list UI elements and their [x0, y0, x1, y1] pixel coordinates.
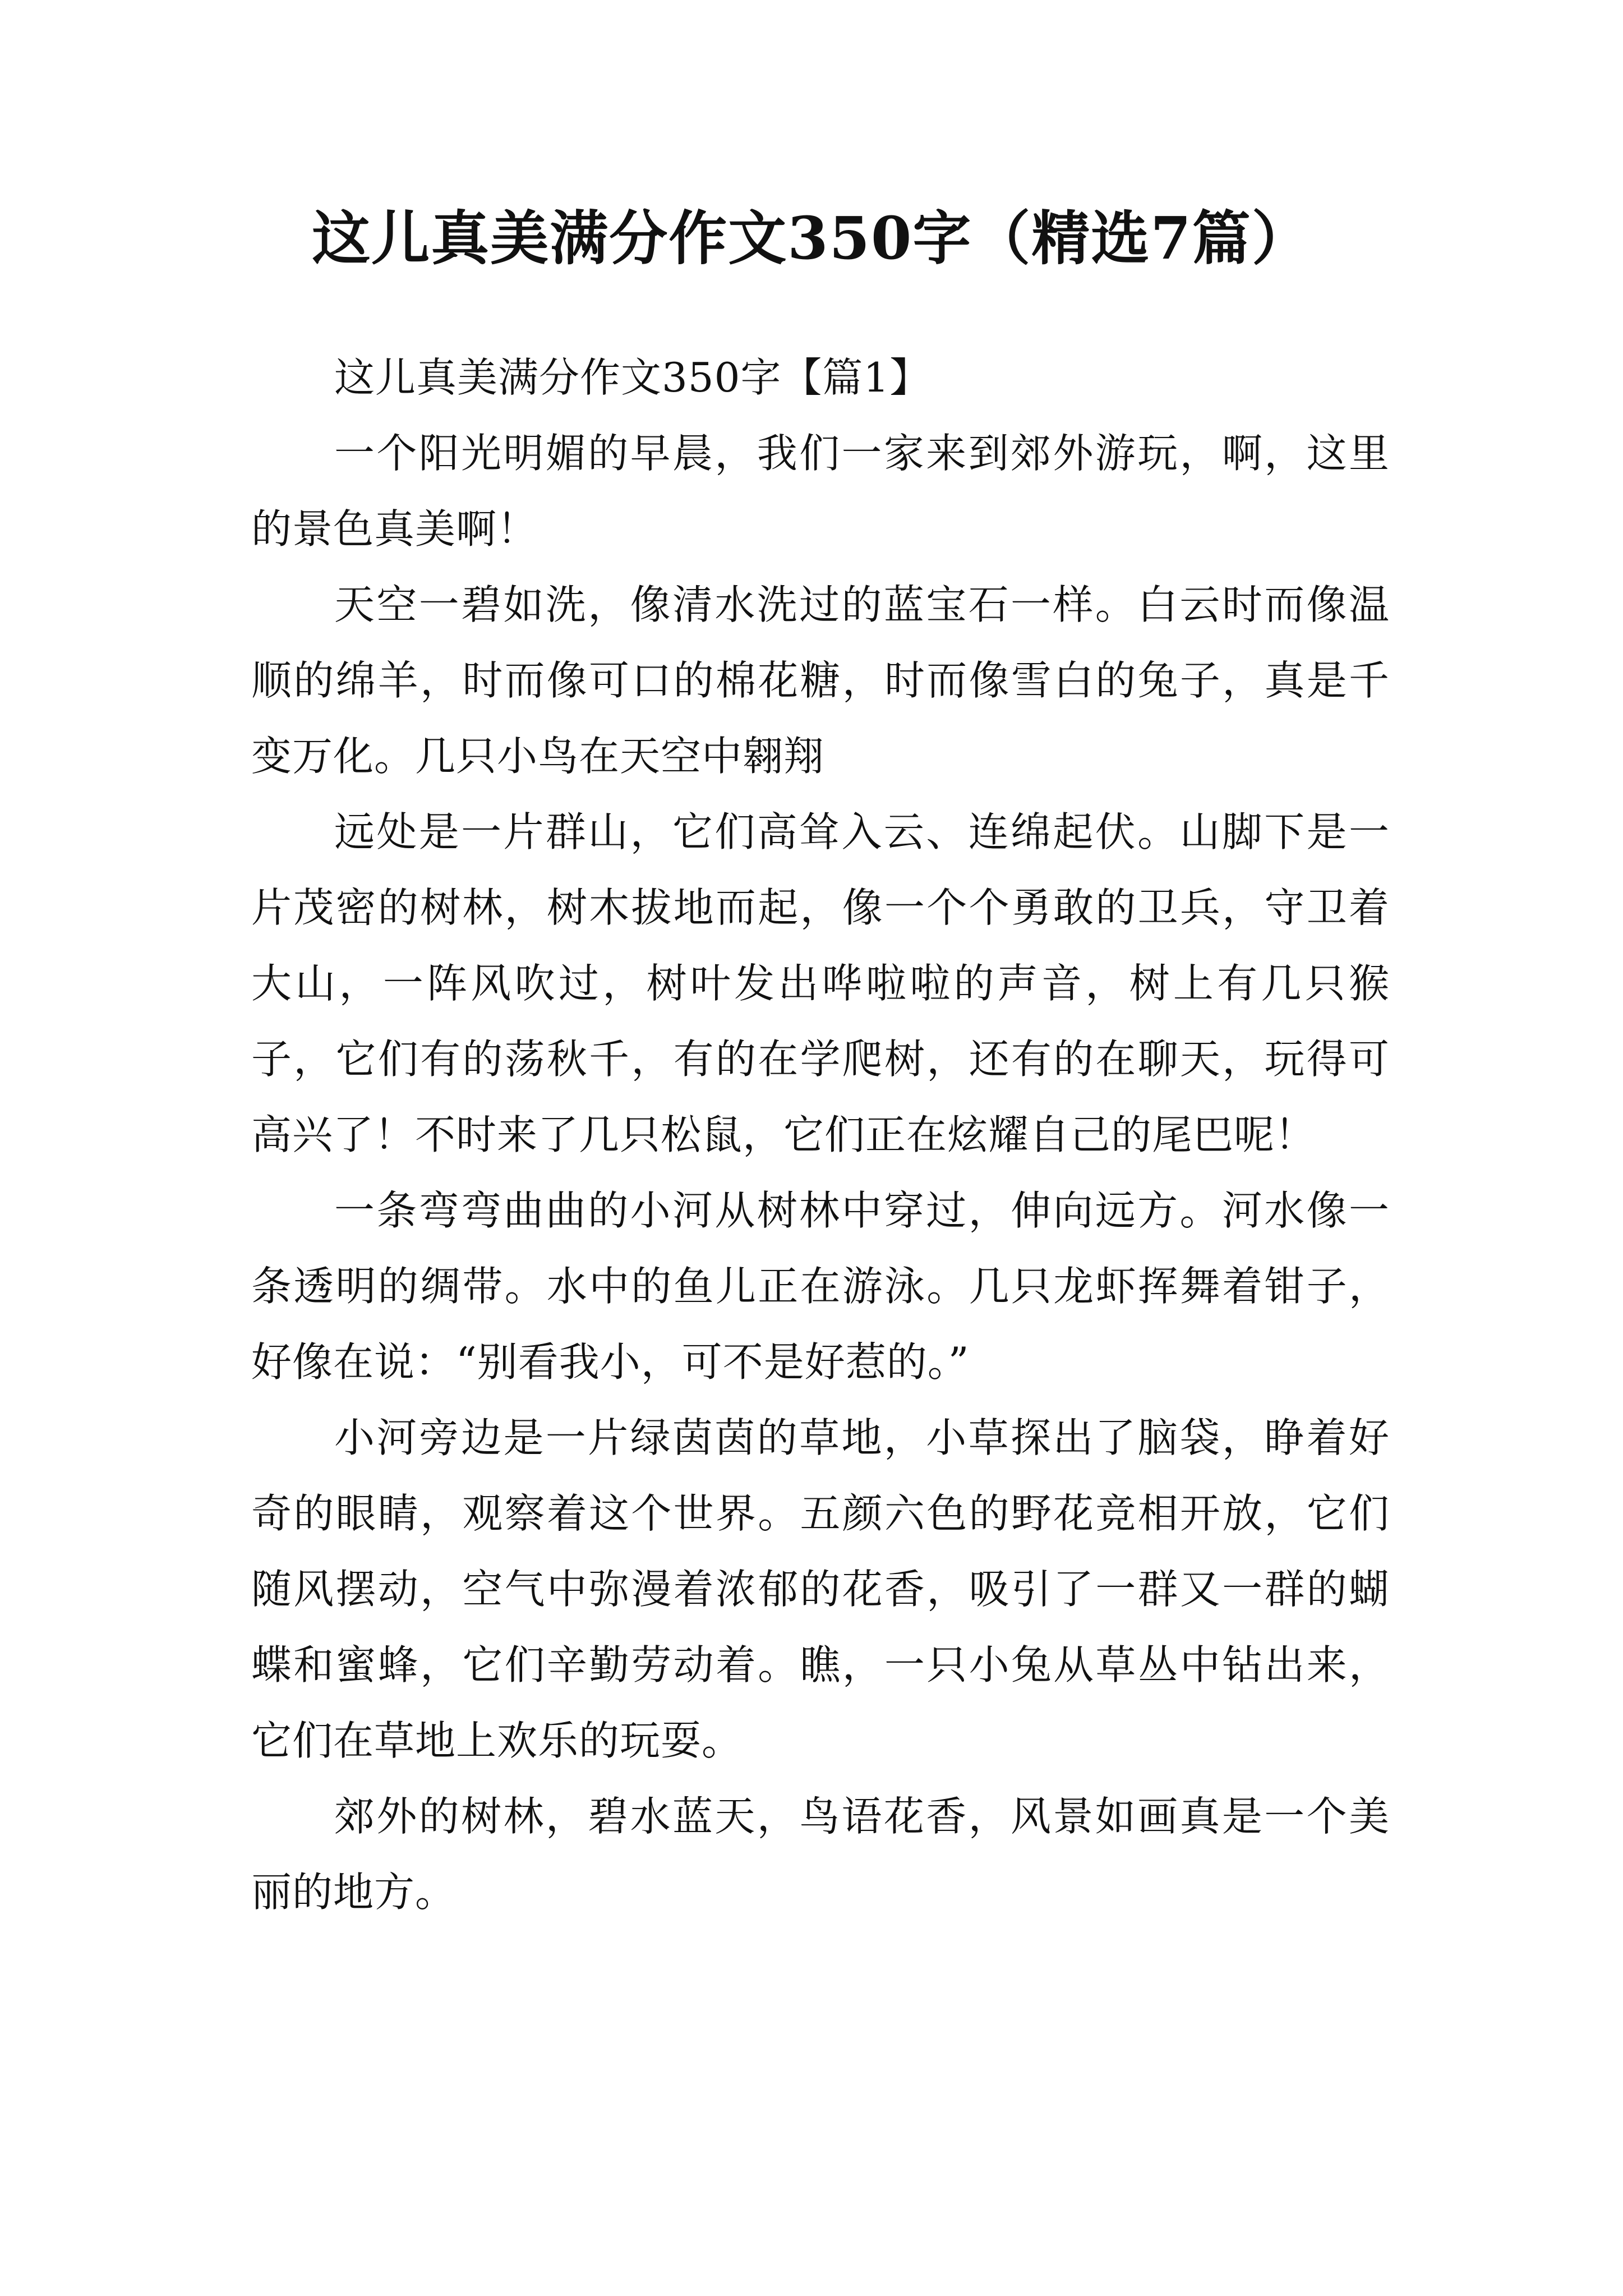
paragraph: 郊外的树林，碧水蓝天，鸟语花香，风景如画真是一个美丽的地方。: [251, 1793, 1390, 1916]
section-heading: 这儿真美满分作文350字【篇1】: [334, 354, 931, 401]
paragraph: 天空一碧如洗，像清水洗过的蓝宝石一样。白云时而像温顺的绵羊，时而像可口的棉花糖，时而像雪白的兔子，真是千变万化。几只小鸟在天空中翱翔: [251, 581, 1390, 780]
paragraph: 远处是一片群山，它们高耸入云、连绵起伏。山脚下是一片茂密的树林，树木拔地而起，像一个个勇敢的卫兵，守卫着大山，一阵风吹过，树叶发出哗啦啦的声音，树上有几只猴子，它们有的荡秋千，有的在学爬树，还有的在聊天，玩得可高兴了！不时来了几只松鼠，它们正在炫耀自己的尾巴呢！: [251, 808, 1390, 1158]
paragraph: 一条弯弯曲曲的小河从树林中穿过，伸向远方。河水像一条透明的绸带。水中的鱼儿正在游泳。几只龙虾挥舞着钳子，好像在说：“别看我小，可不是好惹的。”: [251, 1187, 1390, 1386]
paragraph: 小河旁边是一片绿茵茵的草地，小草探出了脑袋，睁着好奇的眼睛，观察着这个世界。五颜六色的野花竞相开放，它们随风摆动，空气中弥漫着浓郁的花香，吸引了一群又一群的蝴蝶和蜜蜂，它们辛勤劳动着。瞧，一只小兔从草丛中钻出来，它们在草地上欢乐的玩耍。: [251, 1414, 1390, 1764]
paragraph: 一个阳光明媚的早晨，我们一家来到郊外游玩，啊，这里的景色真美啊！: [251, 430, 1390, 553]
document-body: [251, 340, 1390, 1930]
document-title: 这儿真美满分作文350字（精选7篇）: [312, 204, 1311, 273]
